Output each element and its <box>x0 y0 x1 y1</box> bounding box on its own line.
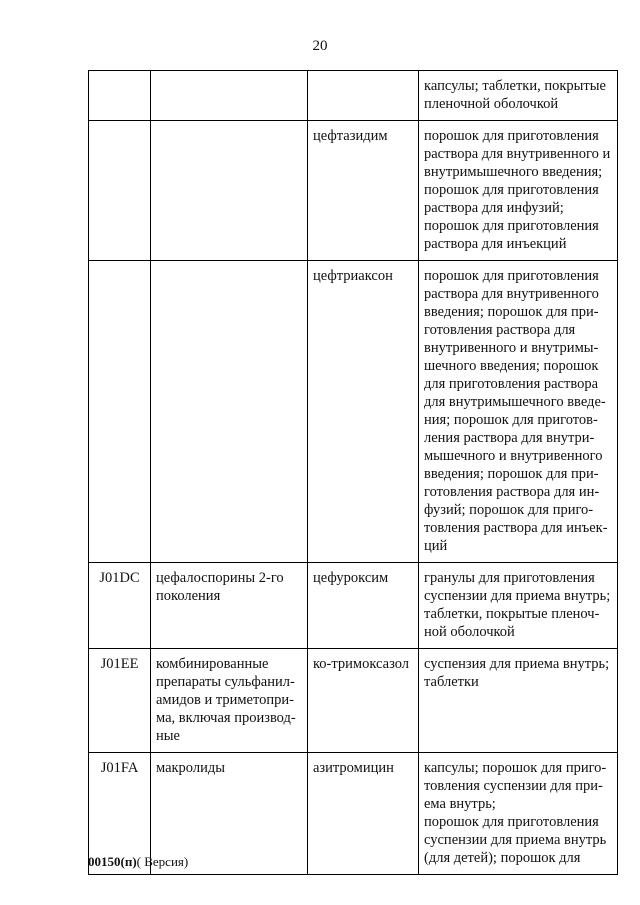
drug-cell: ко-тримоксазол <box>308 649 419 753</box>
table-row <box>89 649 618 753</box>
group-cell: макролиды <box>151 753 308 875</box>
forms-cell: гранулы для приготовления суспензии для приема внутрь; таблетки, покрытые пленоч- ной оболочкой <box>419 563 618 649</box>
atc-code-cell: J01EE <box>89 649 151 753</box>
drug-cell: цефтазидим <box>308 121 419 261</box>
atc-code-cell <box>89 121 151 261</box>
footer-code: 00150(п) <box>88 854 137 869</box>
table-row <box>89 563 618 649</box>
forms-cell: капсулы; таблетки, покрытые пленочной оболочкой <box>419 71 618 121</box>
drug-table <box>88 70 618 875</box>
drug-cell: азитромицин <box>308 753 419 875</box>
atc-code-cell <box>89 261 151 563</box>
atc-code-cell: J01FA <box>89 753 151 875</box>
table-row <box>89 71 618 121</box>
atc-code-cell <box>89 71 151 121</box>
group-cell: комбинированные препараты сульфанил- амидов и триметопри- ма, включая производ- ные <box>151 649 308 753</box>
footer <box>88 854 188 870</box>
table-row <box>89 121 618 261</box>
drug-cell: цефтриаксон <box>308 261 419 563</box>
forms-cell: порошок для приготовления раствора для внутривенного и внутримышечного введения; порошок для приготовления раствора для инфузий; порошок для приготовления раствора для инъекций <box>419 121 618 261</box>
drug-cell <box>308 71 419 121</box>
group-cell <box>151 71 308 121</box>
group-cell: цефалоспорины 2-го поколения <box>151 563 308 649</box>
page-number: 20 <box>312 38 328 54</box>
group-cell <box>151 261 308 563</box>
footer-version: ( Версия) <box>136 854 189 869</box>
table-row <box>89 261 618 563</box>
group-cell <box>151 121 308 261</box>
forms-cell: суспензия для приема внутрь; таблетки <box>419 649 618 753</box>
drug-cell: цефуроксим <box>308 563 419 649</box>
forms-cell: капсулы; порошок для приго- товления суспензии для при- ема внутрь; порошок для приготовления суспензии для приема внутрь (для детей); порошок для <box>419 753 618 875</box>
atc-code-cell: J01DC <box>89 563 151 649</box>
forms-cell: порошок для приготовления раствора для внутривенного введения; порошок для при- готовления раствора для внутривенного и внутримы- шечного введения; порошок для приготовления раствора для внутримышечного введе- ния; порошок для приготов- ления раствора для внутри- мышечного и внутривенного введения; порошок для при- готовления раствора для ин- фузий; порошок для приго- товления раствора для инъек- ций <box>419 261 618 563</box>
